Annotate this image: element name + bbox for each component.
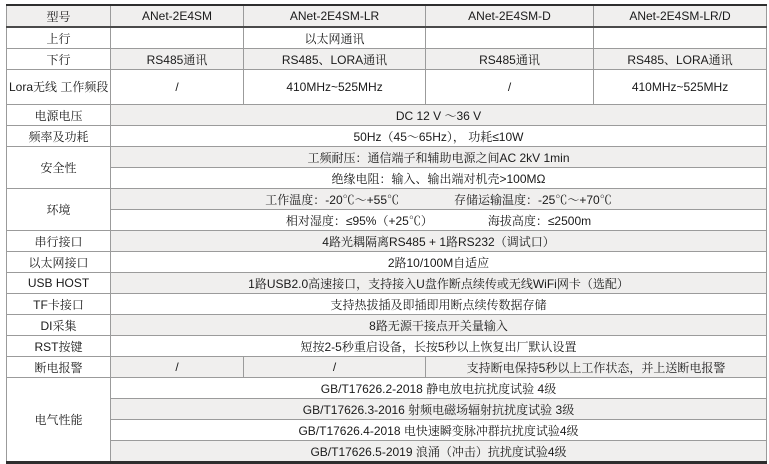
- safety-value-2: 绝缘电阻：输入、输出端对机壳>100MΩ: [111, 168, 767, 189]
- spec-table: [6, 4, 767, 464]
- row-safety-2: [7, 168, 767, 189]
- uplink-cell-3: [426, 27, 594, 49]
- row-label-lora-band: Lora无线 工作频段: [7, 70, 111, 105]
- environment-row-1: [113, 191, 764, 208]
- row-electrical-4: [7, 441, 767, 463]
- header-label-model: 型号: [7, 5, 111, 27]
- power-alarm-cell-2: /: [244, 357, 426, 378]
- row-power-alarm: [7, 357, 767, 378]
- usb-host-value: 1路USB2.0高速接口，支持接入U盘作断点续传或无线WiFi网卡（选配）: [111, 273, 767, 294]
- row-label-safety: 安全性: [7, 147, 111, 189]
- uplink-cell-1: [111, 27, 244, 49]
- row-label-usb-host: USB HOST: [7, 273, 111, 294]
- electrical-value-3: GB/T17626.4-2018 电快速瞬变脉冲群抗扰度试验4级: [111, 420, 767, 441]
- lora-cell-2: 410MHz~525MHz: [244, 70, 426, 105]
- row-label-serial-port: 串行接口: [7, 231, 111, 252]
- power-alarm-merged-value: 支持断电保持5秒以上工作状态，并上送断电报警: [426, 357, 767, 378]
- row-electrical-3: [7, 420, 767, 441]
- row-label-voltage: 电源电压: [7, 105, 111, 126]
- row-rst-button: [7, 336, 767, 357]
- row-electrical-2: [7, 399, 767, 420]
- environment-value-2: [111, 210, 767, 231]
- environment-row-2: [113, 212, 764, 229]
- header-model-2: ANet-2E4SM-LR: [244, 5, 426, 27]
- row-di-input: [7, 315, 767, 336]
- frequency-power-value: 50Hz（45～65Hz）， 功耗≤10W: [111, 126, 767, 147]
- row-label-electrical: 电气性能: [7, 378, 111, 463]
- lora-cell-3: /: [426, 70, 594, 105]
- row-lora-band: [7, 70, 767, 105]
- row-label-environment: 环境: [7, 189, 111, 231]
- row-label-tf-card: TF卡接口: [7, 294, 111, 315]
- rst-button-value: 短按2-5秒重启设备，长按5秒以上恢复出厂默认设置: [111, 336, 767, 357]
- downlink-cell-4: RS485、LORA通讯: [594, 49, 767, 70]
- row-uplink: [7, 27, 767, 49]
- safety-value-1: 工频耐压：通信端子和辅助电源之间AC 2kV 1min: [111, 147, 767, 168]
- row-label-downlink: 下行: [7, 49, 111, 70]
- voltage-value: DC 12 V ～36 V: [111, 105, 767, 126]
- row-label-power-alarm: 断电报警: [7, 357, 111, 378]
- row-usb-host: [7, 273, 767, 294]
- electrical-value-4: GB/T17626.5-2019 浪涌（冲击）抗扰度试验4级: [111, 441, 767, 463]
- row-label-uplink: 上行: [7, 27, 111, 49]
- row-voltage: [7, 105, 767, 126]
- downlink-cell-1: RS485通讯: [111, 49, 244, 70]
- relative-humidity: 相对湿度：≤95%（+25℃）: [285, 213, 433, 228]
- row-frequency-power: [7, 126, 767, 147]
- lora-cell-1: /: [111, 70, 244, 105]
- environment-value-1: [111, 189, 767, 210]
- uplink-cell-4: [594, 27, 767, 49]
- row-safety-1: [7, 147, 767, 168]
- electrical-value-2: GB/T17626.3-2016 射频电磁场辐射抗扰度试验 3级: [111, 399, 767, 420]
- row-label-ethernet-port: 以太网接口: [7, 252, 111, 273]
- ethernet-port-value: 2路10/100M自适应: [111, 252, 767, 273]
- downlink-cell-3: RS485通讯: [426, 49, 594, 70]
- power-alarm-cell-1: /: [111, 357, 244, 378]
- row-ethernet-port: [7, 252, 767, 273]
- header-model-4: ANet-2E4SM-LR/D: [594, 5, 767, 27]
- header-model-1: ANet-2E4SM: [111, 5, 244, 27]
- row-environment-1: [7, 189, 767, 210]
- tf-card-value: 支持热拔插及即插即用断点续传数据存储: [111, 294, 767, 315]
- serial-port-value: 4路光耦隔离RS485 + 1路RS232（调试口）: [111, 231, 767, 252]
- electrical-value-1: GB/T17626.2-2018 静电放电抗扰度试验 4级: [111, 378, 767, 399]
- lora-cell-4: 410MHz~525MHz: [594, 70, 767, 105]
- di-input-value: 8路无源干接点开关量输入: [111, 315, 767, 336]
- row-label-di-input: DI采集: [7, 315, 111, 336]
- row-label-rst-button: RST按键: [7, 336, 111, 357]
- row-serial-port: [7, 231, 767, 252]
- altitude: 海拔高度：≤2500m: [487, 213, 592, 228]
- row-electrical-1: [7, 378, 767, 399]
- row-downlink: [7, 49, 767, 70]
- header-row: [7, 5, 767, 27]
- uplink-value: 以太网通讯: [244, 27, 426, 49]
- row-tf-card: [7, 294, 767, 315]
- header-model-3: ANet-2E4SM-D: [426, 5, 594, 27]
- row-label-frequency-power: 频率及功耗: [7, 126, 111, 147]
- working-temperature: 工作温度：-20℃～+55℃: [265, 192, 399, 207]
- row-environment-2: [7, 210, 767, 231]
- storage-temperature: 存储运输温度：-25℃～+70℃: [454, 192, 612, 207]
- downlink-cell-2: RS485、LORA通讯: [244, 49, 426, 70]
